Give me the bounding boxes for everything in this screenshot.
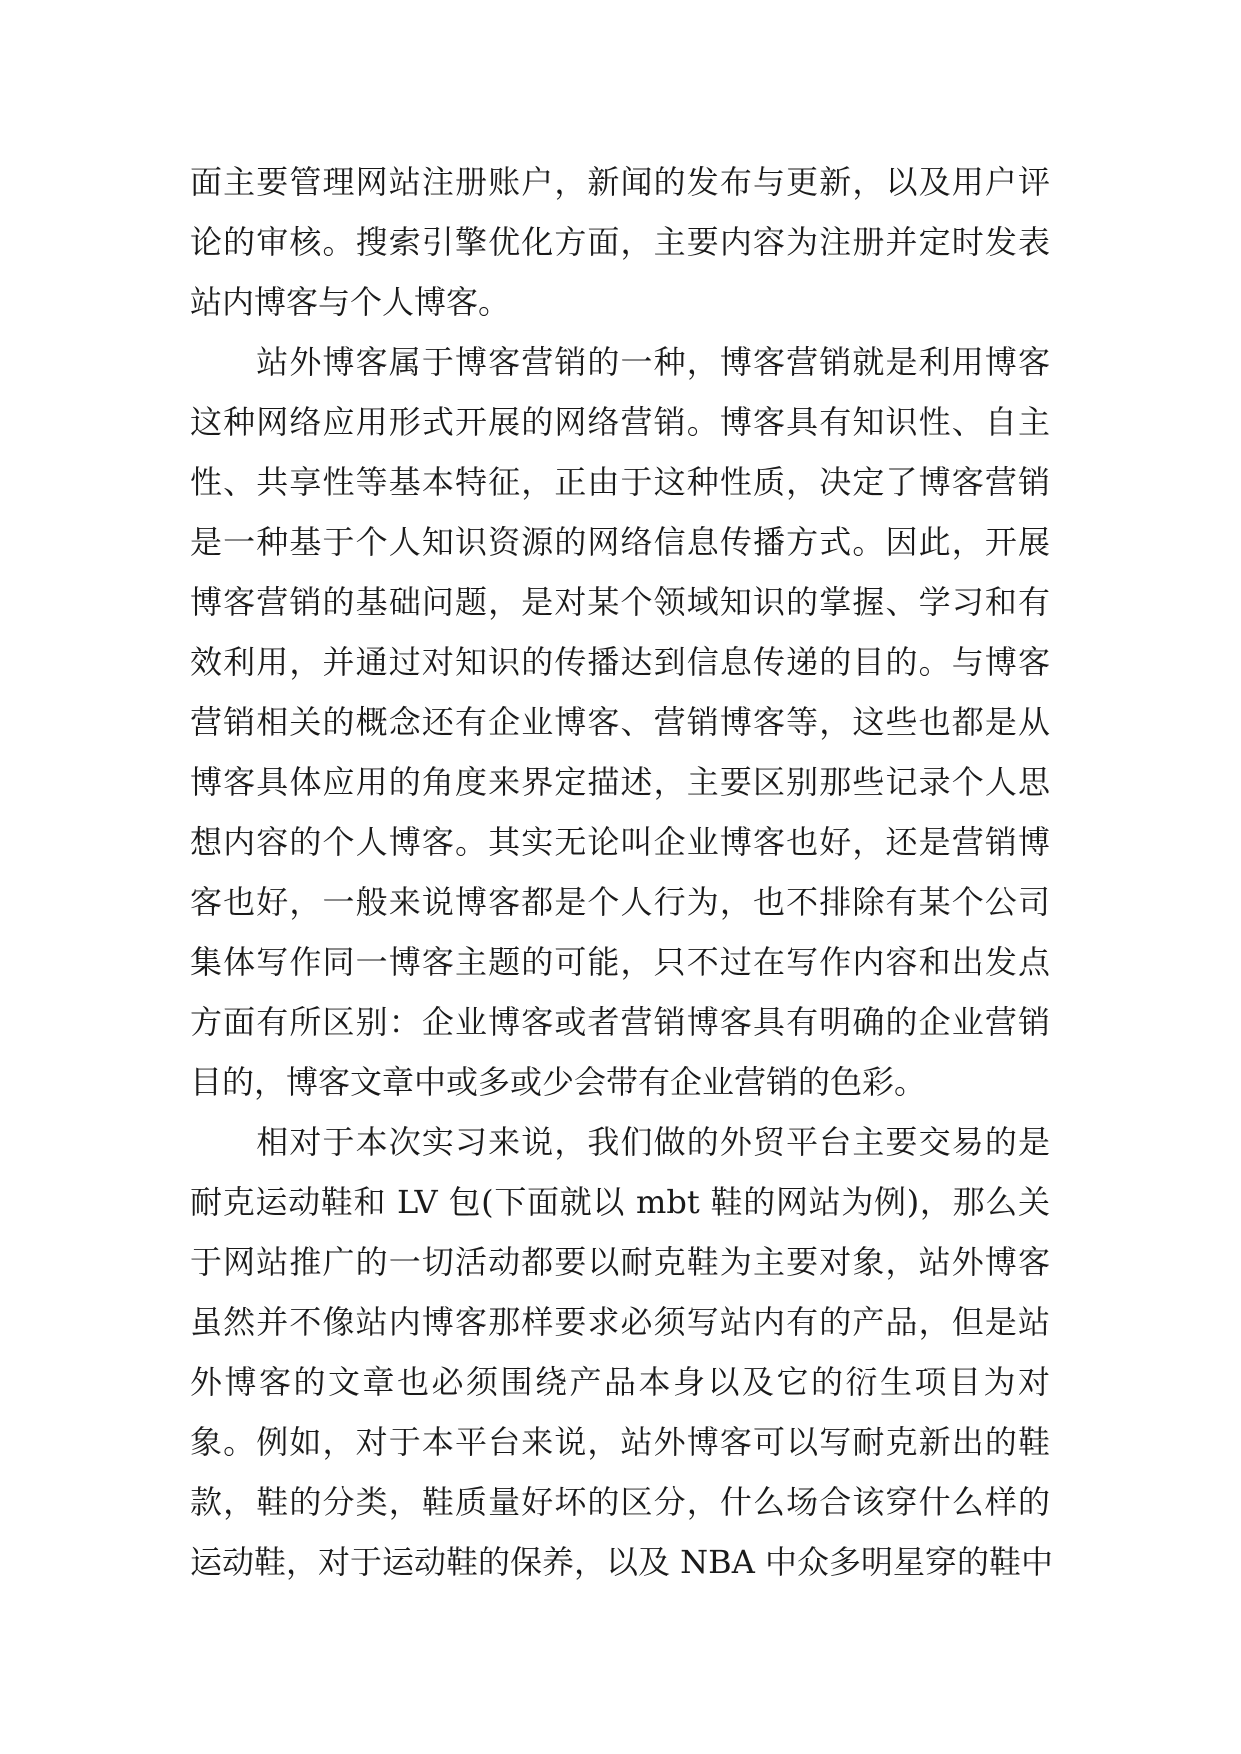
text-line: 这种网络应用形式开展的网络营销。博客具有知识性、自主: [190, 403, 1050, 441]
text-line: 博客具体应用的角度来界定描述，主要区别那些记录个人思: [190, 763, 1050, 801]
text-line: 款，鞋的分类，鞋质量好坏的区分，什么场合该穿什么样的: [190, 1483, 1050, 1521]
text-line: 客也好，一般来说博客都是个人行为，也不排除有某个公司: [190, 883, 1050, 921]
text-line: 论的审核。搜索引擎优化方面，主要内容为注册并定时发表: [190, 223, 1050, 261]
body-text: [190, 152, 1053, 1592]
text-line: 外博客的文章也必须围绕产品本身以及它的衍生项目为对: [190, 1363, 1050, 1401]
text-line: 想内容的个人博客。其实无论叫企业博客也好，还是营销博: [190, 823, 1050, 861]
text-line: 是一种基于个人知识资源的网络信息传播方式。因此，开展: [190, 523, 1050, 561]
text-line: 虽然并不像站内博客那样要求必须写站内有的产品，但是站: [190, 1303, 1050, 1341]
text-line: 面主要管理网站注册账户，新闻的发布与更新，以及用户评: [190, 163, 1050, 201]
text-line: 博客营销的基础问题，是对某个领域知识的掌握、学习和有: [190, 583, 1050, 621]
text-line: 集体写作同一博客主题的可能，只不过在写作内容和出发点: [190, 943, 1050, 981]
text-line: 相对于本次实习来说，我们做的外贸平台主要交易的是: [190, 1123, 1050, 1161]
text-line: 耐克运动鞋和 LV 包(下面就以 mbt 鞋的网站为例)，那么关: [190, 1183, 1050, 1221]
text-line: 效利用，并通过对知识的传播达到信息传递的目的。与博客: [190, 643, 1050, 681]
paragraph-3: [190, 1112, 1053, 1592]
text-line: 运动鞋，对于运动鞋的保养，以及 NBA 中众多明星穿的鞋中: [190, 1543, 1053, 1581]
text-line: 站内博客与个人博客。: [190, 283, 511, 321]
text-line: 方面有所区别：企业博客或者营销博客具有明确的企业营销: [190, 1003, 1050, 1041]
text-line: 于网站推广的一切活动都要以耐克鞋为主要对象，站外博客: [190, 1243, 1050, 1281]
text-line: 营销相关的概念还有企业博客、营销博客等，这些也都是从: [190, 703, 1050, 741]
text-line: 象。例如，对于本平台来说，站外博客可以写耐克新出的鞋: [190, 1423, 1050, 1461]
text-line: 目的，博客文章中或多或少会带有企业营销的色彩。: [190, 1063, 927, 1101]
paragraph-2: [190, 332, 1050, 1112]
text-line: 站外博客属于博客营销的一种，博客营销就是利用博客: [190, 343, 1050, 381]
text-line: 性、共享性等基本特征，正由于这种性质，决定了博客营销: [190, 463, 1050, 501]
paragraph-1: [190, 152, 1050, 332]
